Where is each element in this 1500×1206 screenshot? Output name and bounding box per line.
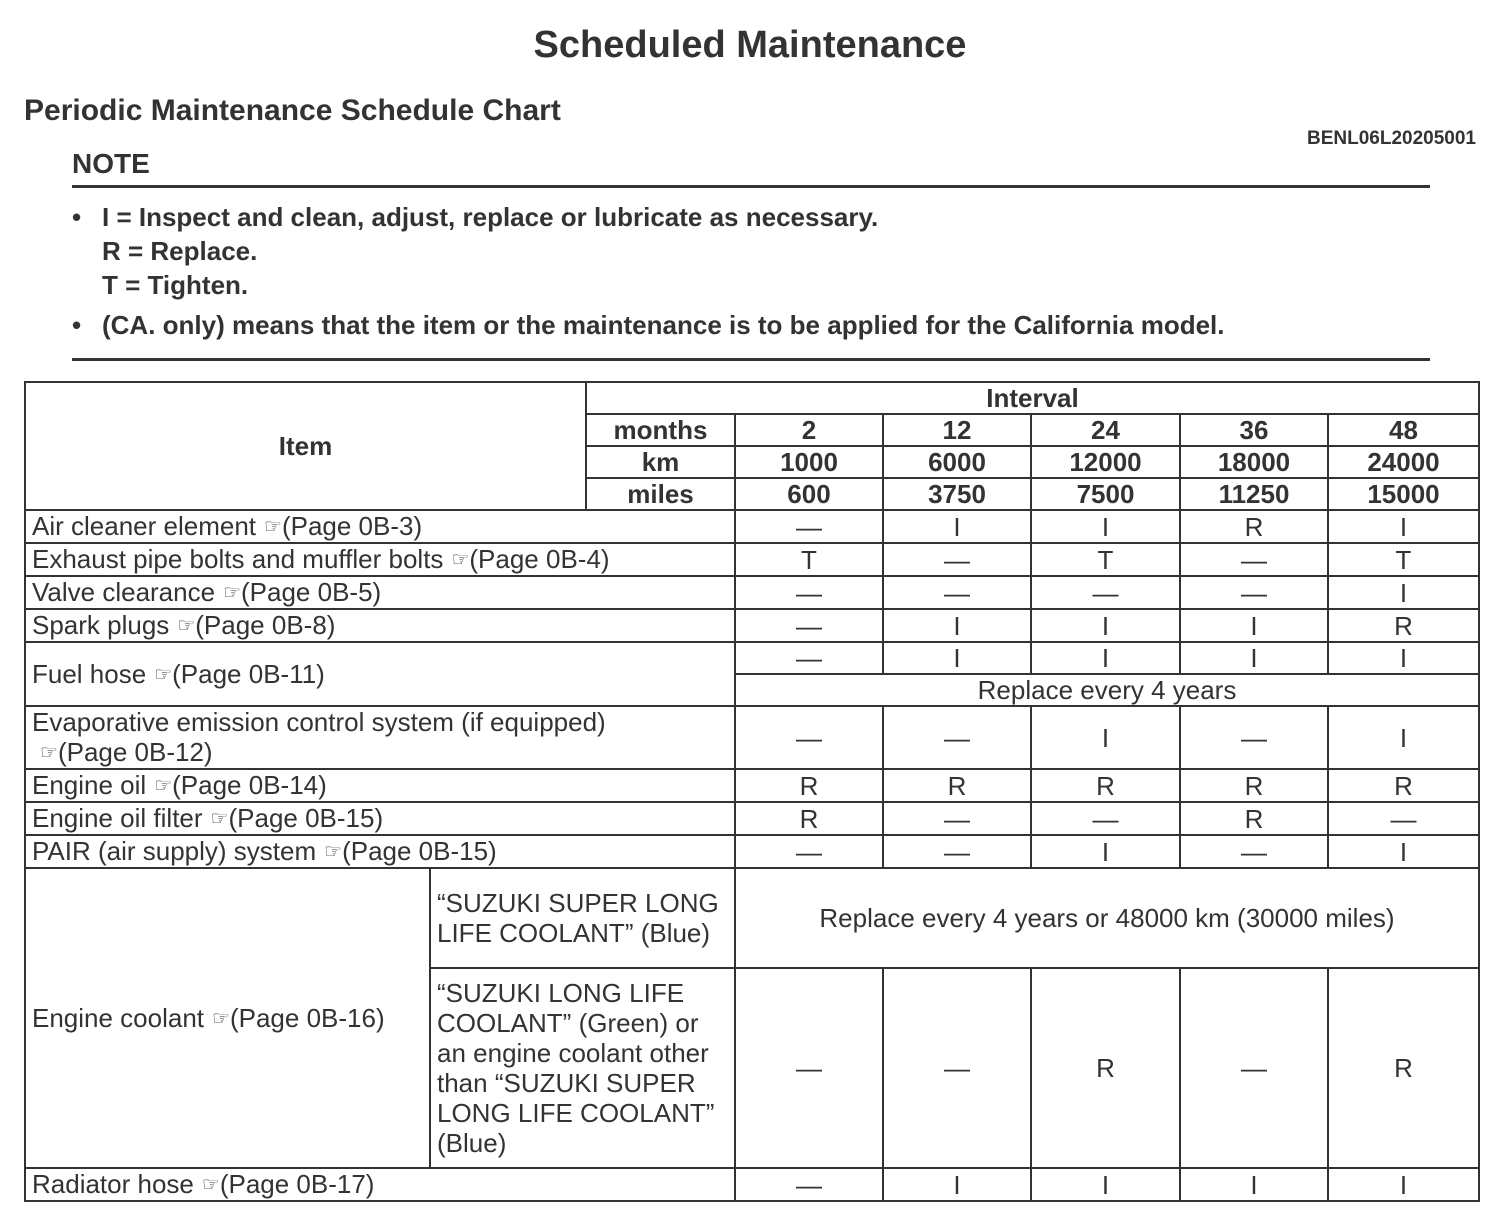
page-ref: (Page 0B-15) — [342, 836, 497, 866]
schedule-value: — — [735, 835, 883, 868]
schedule-value: I — [1031, 706, 1180, 769]
schedule-value: — — [1328, 802, 1479, 835]
schedule-row — [25, 543, 1479, 576]
page-ref: (Page 0B-8) — [195, 610, 336, 640]
schedule-value: I — [1031, 642, 1180, 674]
schedule-value: I — [1328, 642, 1479, 674]
schedule-value: — — [1180, 706, 1328, 769]
note-bottom-rule — [72, 358, 1430, 361]
schedule-row-evap — [25, 706, 1479, 769]
interval-value: 1000 — [735, 446, 883, 478]
pointing-hand-icon: ☞ — [264, 516, 282, 538]
schedule-value: — — [1031, 576, 1180, 609]
page-title: Scheduled Maintenance — [533, 24, 967, 66]
schedule-value: R — [1180, 769, 1328, 802]
legend-replace: R = Replace. — [102, 236, 258, 266]
page-ref: (Page 0B-15) — [228, 803, 384, 833]
page-ref: (Page 0B-3) — [281, 511, 423, 541]
schedule-value: I — [1328, 576, 1479, 609]
interval-value: 600 — [735, 478, 883, 510]
schedule-value: I — [1180, 1168, 1328, 1201]
interval-value: 3750 — [883, 478, 1031, 510]
schedule-value: — — [735, 510, 883, 543]
pointing-hand-icon: ☞ — [223, 582, 242, 604]
schedule-row — [25, 802, 1479, 835]
schedule-value: R — [1031, 968, 1180, 1168]
page-ref: (Page 0B-12) — [57, 737, 213, 767]
schedule-value: I — [1328, 835, 1479, 868]
interval-value: 12 — [883, 414, 1031, 446]
item-cell — [25, 769, 735, 802]
replace-note: Replace every 4 years — [735, 674, 1479, 706]
schedule-value: — — [1180, 835, 1328, 868]
note-list — [72, 200, 1430, 348]
item-cell — [25, 868, 430, 1168]
schedule-value: R — [735, 769, 883, 802]
note-ca-item — [72, 308, 1430, 342]
schedule-value: I — [1180, 642, 1328, 674]
schedule-value: R — [1328, 968, 1479, 1168]
item-cell — [25, 1168, 735, 1201]
schedule-value: T — [735, 543, 883, 576]
schedule-value: — — [1180, 968, 1328, 1168]
item-name: Radiator hose — [32, 1169, 194, 1199]
pointing-hand-icon: ☞ — [201, 1174, 220, 1196]
coolant-type-green: “SUZUKI LONG LIFE COOLANT” (Green) or an engine coolant other than “SUZUKI SUPER LONG LIFE COOLANT” (Blue) — [430, 968, 735, 1168]
pointing-hand-icon: ☞ — [154, 775, 173, 797]
schedule-value: I — [1031, 1168, 1180, 1201]
schedule-value: I — [1031, 835, 1180, 868]
maintenance-schedule-table — [24, 381, 1480, 1202]
schedule-row — [25, 769, 1479, 802]
interval-value: 18000 — [1180, 446, 1328, 478]
interval-value: 36 — [1180, 414, 1328, 446]
item-name: PAIR (air supply) system — [32, 836, 317, 866]
schedule-value: — — [735, 706, 883, 769]
interval-header-row — [25, 382, 1479, 414]
schedule-value: — — [883, 543, 1031, 576]
item-cell — [25, 510, 735, 543]
pointing-hand-icon: ☞ — [154, 663, 173, 686]
item-name: Engine coolant — [32, 1002, 205, 1033]
page-ref: (Page 0B-17) — [219, 1169, 375, 1199]
interval-value: 48 — [1328, 414, 1479, 446]
schedule-value: — — [735, 968, 883, 1168]
schedule-value: I — [883, 609, 1031, 642]
schedule-value: — — [883, 802, 1031, 835]
interval-label-km: km — [586, 446, 735, 478]
item-name: Engine oil filter — [32, 803, 203, 833]
interval-value: 15000 — [1328, 478, 1479, 510]
interval-value: 12000 — [1031, 446, 1180, 478]
schedule-value: R — [883, 769, 1031, 802]
item-cell — [25, 543, 735, 576]
schedule-row — [25, 510, 1479, 543]
pointing-hand-icon: ☞ — [324, 841, 343, 863]
schedule-value: I — [883, 1168, 1031, 1201]
interval-value: 11250 — [1180, 478, 1328, 510]
item-name: Valve clearance — [32, 577, 216, 607]
schedule-value: — — [735, 609, 883, 642]
schedule-value: — — [1031, 802, 1180, 835]
schedule-row — [25, 835, 1479, 868]
item-name: Fuel hose — [32, 658, 147, 689]
item-header: Item — [25, 382, 586, 510]
schedule-value: R — [1180, 510, 1328, 543]
schedule-row-fuel-hose — [25, 642, 1479, 674]
interval-label-miles: miles — [586, 478, 735, 510]
pointing-hand-icon: ☞ — [212, 1007, 230, 1030]
interval-value: 24 — [1031, 414, 1180, 446]
schedule-value: R — [1328, 609, 1479, 642]
pointing-hand-icon: ☞ — [177, 615, 196, 637]
schedule-value: I — [1328, 706, 1479, 769]
note-legend-item — [72, 200, 1430, 302]
schedule-value: I — [883, 642, 1031, 674]
item-cell — [25, 802, 735, 835]
ca-note-text: (CA. only) means that the item or the maintenance is to be applied for the California model. — [102, 310, 1225, 340]
bullet-icon: • — [72, 310, 82, 340]
interval-header: Interval — [586, 382, 1479, 414]
chart-subtitle: Periodic Maintenance Schedule Chart — [24, 94, 561, 127]
schedule-value: — — [1180, 543, 1328, 576]
schedule-value: — — [735, 1168, 883, 1201]
page-ref: (Page 0B-5) — [241, 577, 382, 607]
schedule-value: R — [1328, 769, 1479, 802]
schedule-value: — — [883, 968, 1031, 1168]
page-ref: (Page 0B-4) — [469, 544, 610, 574]
coolant-type-blue: “SUZUKI SUPER LONG LIFE COOLANT” (Blue) — [430, 868, 735, 968]
schedule-value: I — [1180, 609, 1328, 642]
item-cell — [25, 609, 735, 642]
schedule-row — [25, 609, 1479, 642]
interval-value: 2 — [735, 414, 883, 446]
item-cell — [25, 642, 735, 706]
schedule-value: — — [883, 706, 1031, 769]
schedule-value: — — [883, 576, 1031, 609]
pointing-hand-icon: ☞ — [451, 549, 470, 571]
note-label: NOTE — [72, 148, 150, 179]
schedule-row — [25, 576, 1479, 609]
item-name: Air cleaner element — [32, 511, 256, 541]
page-ref: (Page 0B-11) — [172, 658, 325, 689]
legend-inspect: I = Inspect and clean, adjust, replace or lubricate as necessary. — [102, 202, 879, 232]
item-name: Engine oil — [32, 770, 147, 800]
item-name: Spark plugs — [32, 610, 170, 640]
schedule-value: — — [883, 835, 1031, 868]
item-cell — [25, 706, 735, 769]
schedule-body — [25, 382, 1479, 1201]
schedule-value: R — [735, 802, 883, 835]
item-name: Exhaust pipe bolts and muffler bolts — [32, 544, 444, 574]
interval-value: 7500 — [1031, 478, 1180, 510]
pointing-hand-icon: ☞ — [210, 808, 229, 830]
interval-value: 24000 — [1328, 446, 1479, 478]
coolant-replace-note: Replace every 4 years or 48000 km (30000 miles) — [735, 868, 1479, 968]
bullet-icon: • — [72, 202, 82, 232]
item-cell — [25, 835, 735, 868]
schedule-value: I — [1031, 510, 1180, 543]
schedule-value: I — [1031, 609, 1180, 642]
pointing-hand-icon: ☞ — [40, 742, 58, 764]
schedule-value: — — [735, 576, 883, 609]
page-ref: (Page 0B-16) — [229, 1002, 385, 1033]
schedule-value: — — [735, 642, 883, 674]
schedule-value: — — [1180, 576, 1328, 609]
interval-value: 6000 — [883, 446, 1031, 478]
schedule-value: R — [1180, 802, 1328, 835]
schedule-row-coolant-blue — [25, 868, 1479, 968]
interval-label-months: months — [586, 414, 735, 446]
schedule-value: T — [1031, 543, 1180, 576]
schedule-value: I — [1328, 1168, 1479, 1201]
document-id: BENL06L20205001 — [1307, 128, 1476, 149]
schedule-value: I — [883, 510, 1031, 543]
page-ref: (Page 0B-14) — [172, 770, 327, 800]
legend-tighten: T = Tighten. — [102, 270, 249, 300]
schedule-row — [25, 1168, 1479, 1201]
schedule-value: R — [1031, 769, 1180, 802]
item-cell — [25, 576, 735, 609]
schedule-value: T — [1328, 543, 1479, 576]
schedule-value: I — [1328, 510, 1479, 543]
note-top-rule — [72, 185, 1430, 188]
item-name: Evaporative emission control system (if equipped) — [32, 707, 606, 737]
